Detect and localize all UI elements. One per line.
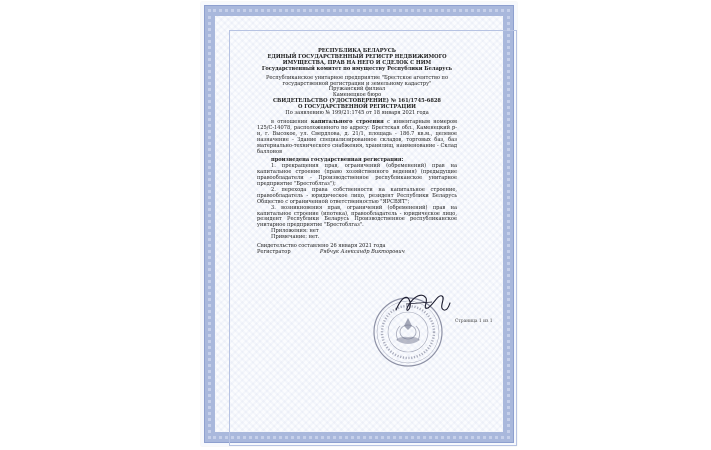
attachments: Приложения: нет (271, 228, 319, 235)
org-line-2: государственной регистрации и земельному кадастру" (282, 80, 432, 87)
certificate-subtitle: О ГОСУДАРСТВЕННОЙ РЕГИСТРАЦИИ (298, 104, 416, 111)
certificate-title: СВИДЕТЕЛЬСТВО (УДОСТОВЕРЕНИЕ) № 161/1745-6828 (273, 98, 441, 105)
registration-heading: произведена государственная регистрация: (271, 157, 404, 164)
note: Примечание: нет. (271, 234, 320, 241)
registration-item-3: 3. возникновения прав, ограничений (обременений) прав на капитальное строение (ипотека), правообладатель - юридическое лицо, резидент Республики Беларусь Производственное республиканское унитарное предприятие "Брестоблгаз". (257, 204, 457, 229)
header-registry-2: ИМУЩЕСТВА, ПРАВ НА НЕГО И СДЕЛОК С НИМ (282, 59, 432, 66)
page-number: Страница 1 из 1 (455, 319, 493, 324)
registrar-name: Рябчук Александр Викторович (319, 249, 405, 255)
certificate-text (257, 49, 457, 256)
header-country: РЕСПУБЛИКА БЕЛАРУСЬ (317, 48, 397, 54)
registrar-label: Регистратор (257, 249, 291, 255)
header-registry-1: ЕДИНЫЙ ГОСУДАРСТВЕННЫЙ РЕГИСТР НЕДВИЖИМОГО (267, 53, 447, 60)
org-branch: Пружанский филиал (328, 86, 386, 93)
certificate-page (201, 2, 517, 446)
registrar-signature (392, 288, 452, 318)
object-description: в отношении капитального строения с инвентарным номером 125/С-14078, расположенного по адресу: Брестская обл., Каменецкий р-н, г. Высокое, ул. Свердлова, д. 21/1, площадь - 186.7 кв.м., целевое назначение - Здание специализированное складов, торговых баз, баз материально-технического снабжения, хранилищ, наименование - Склад баллонов (257, 118, 457, 155)
org-line-1: Республиканское унитарное предприятие "Брестское агентство по (265, 74, 449, 81)
org-bureau: Каменецкое бюро (332, 92, 382, 99)
registrar-row (257, 250, 457, 256)
registration-item-2: 2. перехода права собственности на капитальное строение, правообладатель - юридическое лицо, резидент Республики Беларусь Общество с ограниченной ответственностью "ЯРСВЯТ"; (257, 186, 457, 205)
application-line: По заявлению № 199/21:1745 от 18 января 2021 года (285, 110, 429, 117)
registration-item-1: 1. прекращения прав, ограничений (обременений) прав на капитальное строение (право хозяйственного ведения) (предыдущие правообладатели - Производственное республиканское унитарное предприятие "Брестоблгаз"); (257, 163, 457, 188)
issued-date: Свидетельство составлено 26 января 2021 года (257, 243, 386, 250)
header-committee: Государственный комитет по имуществу Республики Беларусь (261, 65, 453, 72)
